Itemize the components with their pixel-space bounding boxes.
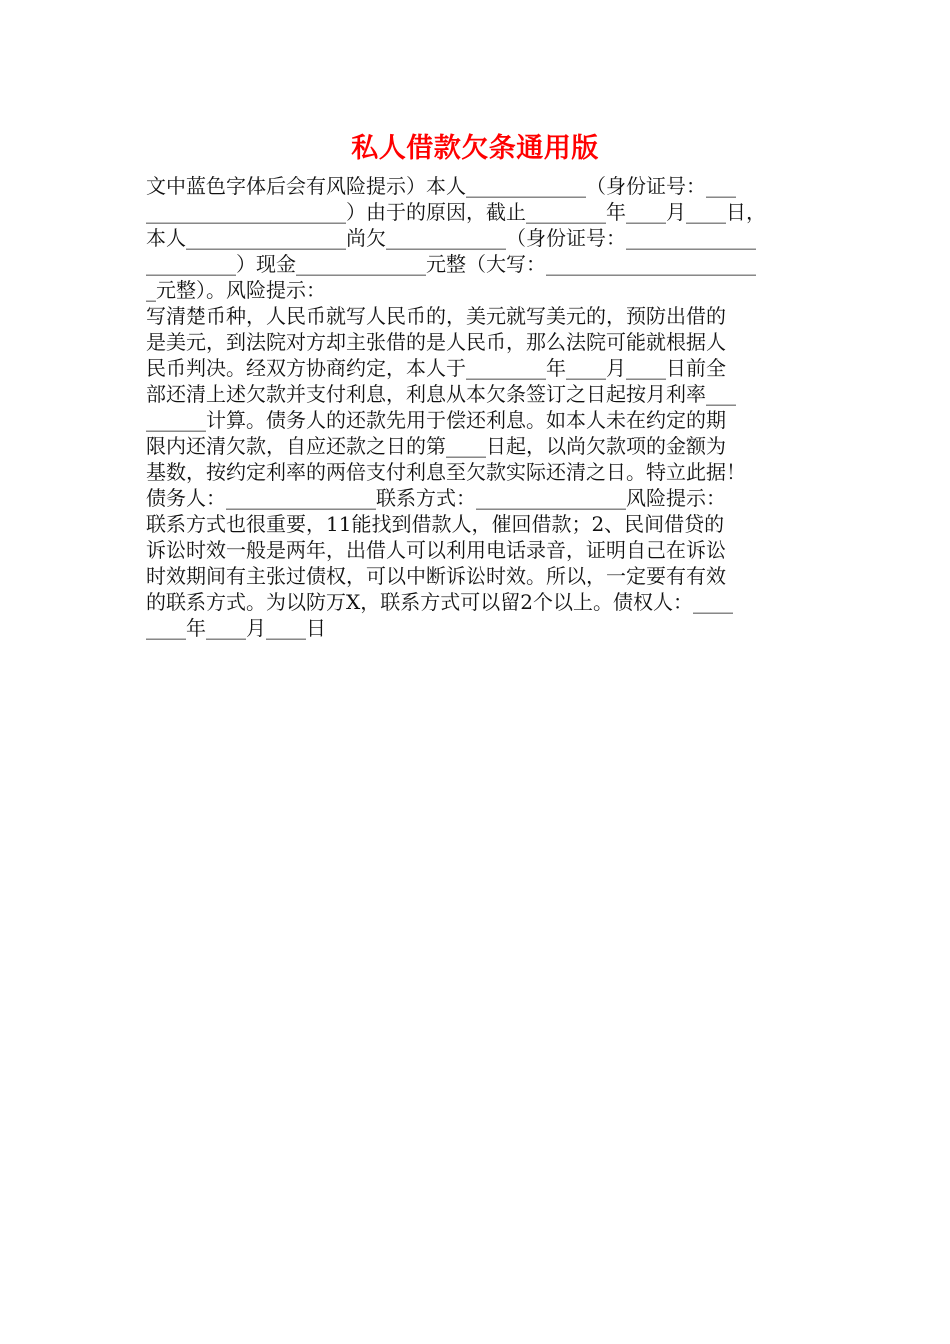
body-line: 民币判决。经双方协商约定，本人于________年____月____日前全	[146, 356, 726, 380]
body-line: 本人________________尚欠____________（身份证号：_____________	[146, 226, 756, 250]
body-line: 是美元，到法院对方却主张借的是人民币，那么法院可能就根据人	[146, 330, 726, 354]
body-line: ____年____月____日	[146, 616, 326, 640]
body-line: ______计算。债务人的还款先用于偿还利息。如本人未在约定的期	[146, 408, 726, 432]
document-title: 私人借款欠条通用版	[351, 133, 599, 164]
body-line: 联系方式也很重要，11能找到借款人，催回借款；2、民间借贷的	[146, 512, 725, 536]
body-line: _________）现金_____________元整（大写：_____________________	[146, 252, 756, 276]
body-line: 写清楚币种，人民币就写人民币的，美元就写美元的，预防出借的	[146, 304, 726, 328]
body-line: 文中蓝色字体后会有风险提示）本人____________（身份证号：___	[146, 174, 736, 198]
body-line: ____________________）由于的原因，截止________年____月____日，	[146, 200, 766, 224]
body-line: 基数，按约定利率的两倍支付利息至欠款实际还清之日。特立此据！	[146, 460, 746, 484]
body-line: 限内还清欠款，自应还款之日的第____日起，以尚欠款项的金额为	[146, 434, 726, 458]
body-line: 部还清上述欠款并支付利息，利息从本欠条签订之日起按月利率___	[146, 382, 736, 406]
body-line: 诉讼时效一般是两年，出借人可以利用电话录音，证明自己在诉讼	[146, 538, 726, 562]
body-line: 债务人：_______________联系方式：_______________风险提示：	[146, 486, 726, 510]
document-body	[146, 173, 812, 641]
body-line: 的联系方式。为以防万X，联系方式可以留2个以上。债权人：____	[146, 590, 733, 614]
body-line: 时效期间有主张过债权，可以中断诉讼时效。所以，一定要有有效	[146, 564, 726, 588]
body-line: _元整）。风险提示：	[146, 278, 326, 302]
